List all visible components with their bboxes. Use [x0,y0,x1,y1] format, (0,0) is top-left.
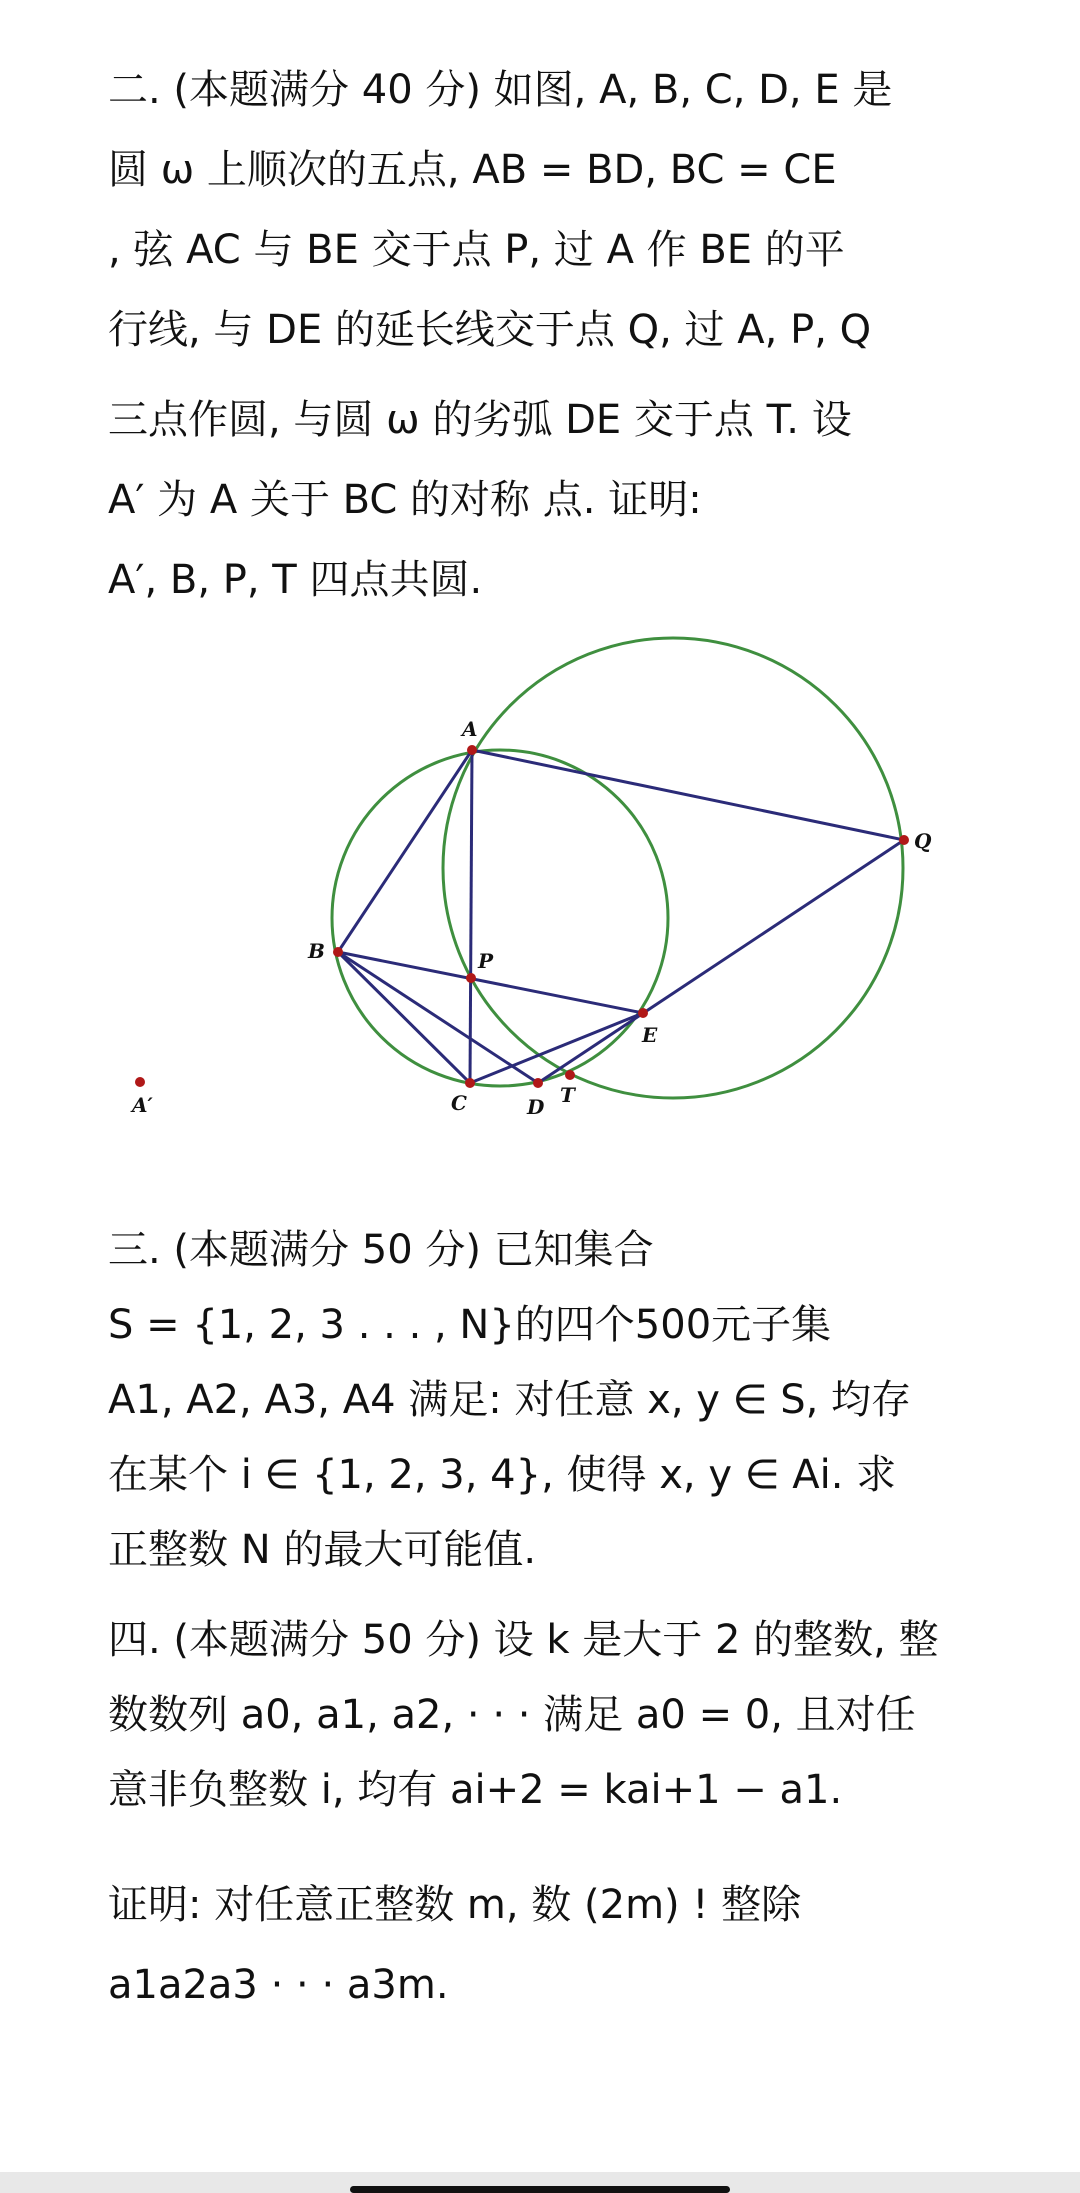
problem-2-line-1: 二. (本题满分 40 分) 如图, A, B, C, D, E 是 [108,67,893,113]
label-c: C [451,1091,467,1115]
problem-3-line-1: 三. (本题满分 50 分) 已知集合 [108,1227,654,1273]
point-d [533,1078,543,1088]
point-c [465,1078,475,1088]
label-p: P [478,949,494,973]
circle-omega [332,750,668,1086]
problem-4-line-4: 证明: 对任意正整数 m, 数 (2m) ! 整除 [108,1882,802,1928]
geometry-diagram [0,600,1080,1160]
label-a-prime: A′ [132,1093,153,1117]
home-indicator[interactable] [350,2186,730,2193]
problem-4-line-1: 四. (本题满分 50 分) 设 k 是大于 2 的整数, 整 [108,1617,939,1663]
point-b [333,947,343,957]
point-a-prime [135,1077,145,1087]
label-d: D [527,1095,545,1119]
problem-3-line-4: 在某个 i ∈ {1, 2, 3, 4}, 使得 x, y ∈ Ai. 求 [108,1452,897,1498]
segment-bc [338,952,470,1083]
problem-4-line-5: a1a2a3 · · · a3m. [108,1962,449,2008]
point-p [466,973,476,983]
problem-2-line-5: 三点作圆, 与圆 ω 的劣弧 DE 交于点 T. 设 [108,397,852,443]
problem-2-line-6: A′ 为 A 关于 BC 的对称 点. 证明: [108,477,702,523]
segment-ac [470,750,472,1083]
problem-4-line-3: 意非负整数 i, 均有 ai+2 = kai+1 − a1. [108,1767,843,1813]
problem-3-line-3: A1, A2, A3, A4 满足: 对任意 x, y ∈ S, 均存 [108,1377,912,1423]
segment-dq [538,840,904,1083]
problem-2-line-3: , 弦 AC 与 BE 交于点 P, 过 A 作 BE 的平 [108,227,845,273]
label-q: Q [914,829,932,853]
problem-2-line-7: A′, B, P, T 四点共圆. [108,557,483,603]
problem-2-line-2: 圆 ω 上顺次的五点, AB = BD, BC = CE [108,147,837,193]
problem-4-line-2: 数数列 a0, a1, a2, · · · 满足 a0 = 0, 且对任 [108,1692,916,1738]
point-q [899,835,909,845]
point-e [638,1008,648,1018]
problem-3-line-2: S = {1, 2, 3 . . . , N}的四个500元子集 [108,1302,832,1348]
point-a [467,745,477,755]
segment-aq [472,750,904,840]
point-t [565,1070,575,1080]
label-e: E [642,1023,658,1047]
circle-apq [443,638,903,1098]
label-t: T [560,1083,575,1107]
problem-3-line-5: 正整数 N 的最大可能值. [108,1527,537,1573]
label-b: B [308,939,325,963]
problem-2-line-4: 行线, 与 DE 的延长线交于点 Q, 过 A, P, Q [108,307,872,353]
label-a: A [462,717,478,741]
